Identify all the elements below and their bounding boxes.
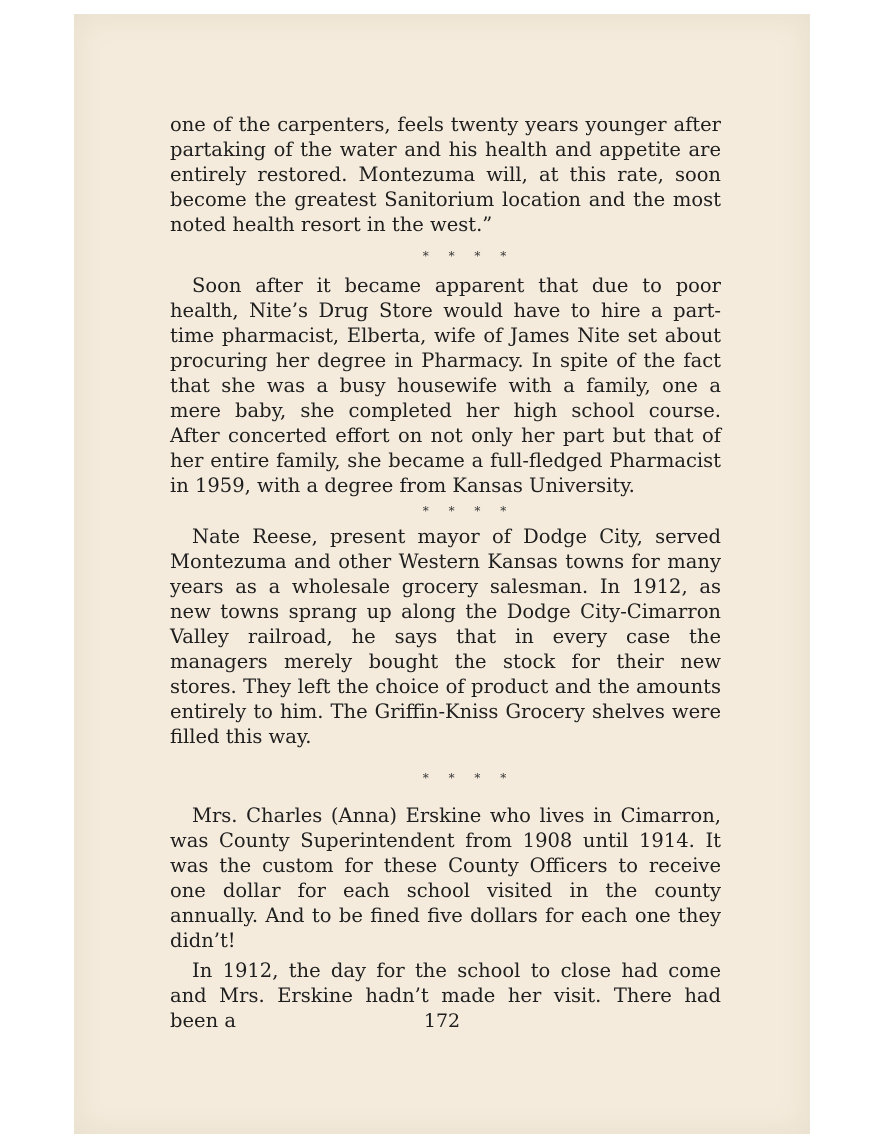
- section-separator-2: * * * *: [422, 504, 515, 518]
- book-page: [74, 14, 810, 1134]
- section-separator-1: * * * *: [422, 249, 515, 263]
- paragraph-2: Soon after it became apparent that due to poor health, Nite’s Drug Store would have to hire a part-time pharmacist, Elberta, wife of James Nite set about procuring her degree in Pharmacy. In spite of the fact that she was a busy housewife with a family, one a mere baby, she completed her high school course. After concerted effort on not only her part but that of her entire family, she became a full-fledged Pharmacist in 1959, with a degree from Kansas University.: [170, 274, 721, 497]
- paragraph-4: Mrs. Charles (Anna) Erskine who lives in Cimarron, was County Superintendent from 1908 until 1914. It was the custom for these County Officers to receive one dollar for each school visited in the county annually. And to be fined five dollars for each one they didn’t!: [170, 804, 721, 952]
- paragraph-3: Nate Reese, present mayor of Dodge City, served Montezuma and other Western Kansas towns for many years as a wholesale grocery salesman. In 1912, as new towns sprang up along the Dodge City-Cimarron Valley railroad, he says that in every case the managers merely bought the stock for their new stores. They left the choice of product and the amounts entirely to him. The Griffin-Kniss Grocery shelves were filled this way.: [170, 525, 721, 748]
- paragraph-1: one of the carpenters, feels twenty years younger after partaking of the water and his health and appetite are entirely restored. Montezuma will, at this rate, soon become the greatest Sanitorium location and the most noted health resort in the west.”: [170, 113, 721, 236]
- page-number: 172: [423, 1010, 461, 1032]
- paragraph-5: In 1912, the day for the school to close had come and Mrs. Erskine hadn’t made her visit. There had been a: [170, 959, 721, 1032]
- page-body: [170, 112, 721, 1033]
- section-separator-3: * * * *: [422, 771, 515, 785]
